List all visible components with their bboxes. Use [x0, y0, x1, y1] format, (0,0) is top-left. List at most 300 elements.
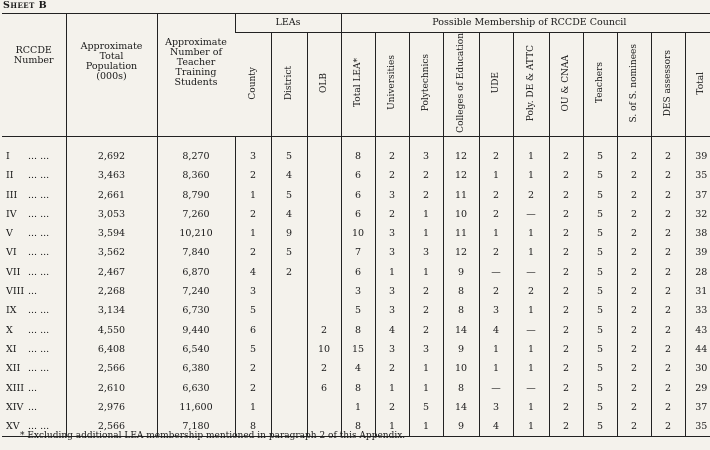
cell-teacher-students: 6,540 [157, 340, 235, 359]
rccde-numeral: X [6, 324, 13, 336]
cell-membership-10: 37 [685, 185, 710, 204]
cell-membership-7: 5 [583, 378, 617, 397]
cell-teacher-students: 6,630 [157, 378, 235, 397]
cell-teacher-students: 6,870 [157, 263, 235, 282]
rccde-dots: ... ... [28, 228, 50, 240]
cell-population: 3,562 [66, 243, 157, 262]
cell-lea-1 [271, 301, 307, 320]
cell-lea-1 [271, 359, 307, 378]
cell-rccde-number [2, 185, 66, 204]
cell-membership-10: 35 [685, 417, 710, 437]
cell-membership-9: 2 [651, 301, 685, 320]
cell-membership-0: 6 [341, 205, 375, 224]
cell-membership-4: 1 [479, 340, 513, 359]
footnote: * Excluding additional LEA membership mentioned in paragraph 2 of this Appendix. [20, 431, 406, 441]
cell-membership-10: 28 [685, 263, 710, 282]
cell-membership-3: 11 [443, 185, 479, 204]
subheader-membership-1 [375, 33, 409, 137]
cell-membership-9: 2 [651, 185, 685, 204]
cell-membership-7: 5 [583, 359, 617, 378]
cell-membership-3: 8 [443, 282, 479, 301]
cell-membership-5: — [513, 263, 549, 282]
cell-membership-0: 10 [341, 224, 375, 243]
table-row [2, 359, 710, 378]
cell-lea-2: 2 [307, 359, 341, 378]
cell-teacher-students: 6,380 [157, 359, 235, 378]
cell-membership-5: 1 [513, 136, 549, 166]
subheader-membership-2 [409, 33, 443, 137]
cell-population: 2,692 [66, 136, 157, 166]
subheader-membership-0 [341, 33, 375, 137]
cell-membership-1: 2 [375, 359, 409, 378]
cell-membership-8: 2 [617, 398, 651, 417]
cell-lea-2: 6 [307, 378, 341, 397]
cell-membership-2: 2 [409, 301, 443, 320]
cell-membership-3: 9 [443, 340, 479, 359]
cell-population: 2,268 [66, 282, 157, 301]
subheader-lea-1-label: District [284, 65, 294, 100]
cell-rccde-number [2, 282, 66, 301]
cell-membership-3: 12 [443, 136, 479, 166]
cell-membership-7: 5 [583, 320, 617, 339]
cell-teacher-students: 7,240 [157, 282, 235, 301]
subheader-lea-0-label: County [247, 66, 258, 100]
table-row [2, 136, 710, 166]
table-row [2, 301, 710, 320]
cell-membership-3: 9 [443, 263, 479, 282]
cell-membership-1: 3 [375, 282, 409, 301]
cell-population: 4,550 [66, 320, 157, 339]
rccde-numeral: VI [6, 247, 17, 259]
cell-lea-1 [271, 398, 307, 417]
cell-membership-0: 8 [341, 136, 375, 166]
cell-population: 3,053 [66, 205, 157, 224]
cell-membership-2: 1 [409, 417, 443, 437]
cell-membership-10: 44 [685, 340, 710, 359]
cell-lea-2 [307, 205, 341, 224]
cell-membership-7: 5 [583, 263, 617, 282]
cell-membership-2: 2 [409, 320, 443, 339]
cell-membership-1: 1 [375, 417, 409, 437]
cell-membership-6: 2 [549, 243, 583, 262]
cell-membership-9: 2 [651, 224, 685, 243]
cell-rccde-number [2, 340, 66, 359]
cell-membership-9: 2 [651, 340, 685, 359]
header-rccde-number: RCCDE Number [2, 14, 66, 137]
cell-population: 3,594 [66, 224, 157, 243]
cell-membership-0: 7 [341, 243, 375, 262]
cell-lea-0: 3 [235, 136, 271, 166]
cell-membership-1: 2 [375, 205, 409, 224]
cell-lea-1: 5 [271, 185, 307, 204]
cell-lea-0: 1 [235, 224, 271, 243]
rccde-numeral: XV [6, 421, 20, 433]
cell-lea-0: 5 [235, 301, 271, 320]
subheader-membership-8-label: S. of S. nominees [629, 43, 640, 123]
rccde-numeral: IX [6, 305, 17, 317]
cell-membership-8: 2 [617, 185, 651, 204]
cell-membership-6: 2 [549, 136, 583, 166]
cell-membership-9: 2 [651, 282, 685, 301]
cell-membership-5: 1 [513, 243, 549, 262]
subheader-membership-5 [513, 33, 549, 137]
cell-membership-8: 2 [617, 166, 651, 185]
header-population: Approximate Total Population (000s) [66, 14, 157, 137]
cell-membership-1: 3 [375, 224, 409, 243]
rccde-dots: ... ... [28, 247, 50, 259]
cell-teacher-students: 9,440 [157, 320, 235, 339]
cell-lea-1 [271, 320, 307, 339]
cell-membership-2: 2 [409, 282, 443, 301]
cell-membership-8: 2 [617, 224, 651, 243]
table-row [2, 166, 710, 185]
cell-membership-7: 5 [583, 340, 617, 359]
cell-membership-10: 39 [685, 136, 710, 166]
cell-membership-5: 1 [513, 301, 549, 320]
cell-membership-9: 2 [651, 359, 685, 378]
table-row [2, 185, 710, 204]
subheader-membership-8 [617, 33, 651, 137]
cell-membership-3: 10 [443, 359, 479, 378]
cell-teacher-students: 8,790 [157, 185, 235, 204]
cell-membership-1: 4 [375, 320, 409, 339]
cell-rccde-number [2, 378, 66, 397]
cell-membership-10: 43 [685, 320, 710, 339]
cell-lea-0: 3 [235, 282, 271, 301]
cell-membership-2: 5 [409, 398, 443, 417]
subheader-membership-4 [479, 33, 513, 137]
cell-lea-1 [271, 378, 307, 397]
cell-membership-9: 2 [651, 378, 685, 397]
cell-teacher-students: 7,180 [157, 417, 235, 437]
cell-membership-6: 2 [549, 340, 583, 359]
cell-population: 2,566 [66, 359, 157, 378]
table-row [2, 205, 710, 224]
table-row [2, 378, 710, 397]
subheader-membership-0-label: Total LEA* [353, 58, 364, 108]
cell-membership-0: 8 [341, 320, 375, 339]
subheader-membership-7 [583, 33, 617, 137]
cell-membership-10: 35 [685, 166, 710, 185]
cell-membership-9: 2 [651, 243, 685, 262]
cell-membership-3: 9 [443, 417, 479, 437]
cell-membership-5: 2 [513, 185, 549, 204]
subheader-membership-10 [685, 33, 710, 137]
rccde-numeral: II [6, 170, 14, 182]
cell-lea-0: 2 [235, 359, 271, 378]
cell-membership-8: 2 [617, 263, 651, 282]
subheader-lea-1 [271, 33, 307, 137]
cell-membership-3: 14 [443, 398, 479, 417]
cell-membership-0: 1 [341, 398, 375, 417]
cell-membership-7: 5 [583, 224, 617, 243]
cell-membership-5: — [513, 378, 549, 397]
rccde-table [2, 13, 710, 437]
cell-membership-10: 33 [685, 301, 710, 320]
subheader-membership-6-label: OU & CNAA [561, 54, 572, 112]
cell-membership-1: 2 [375, 166, 409, 185]
cell-rccde-number [2, 136, 66, 166]
cell-membership-4: 2 [479, 205, 513, 224]
header-teacher-students: Approximate Number of Teacher Training Students [157, 14, 235, 137]
cell-lea-2 [307, 166, 341, 185]
cell-membership-7: 5 [583, 282, 617, 301]
cell-lea-1 [271, 340, 307, 359]
cell-membership-8: 2 [617, 320, 651, 339]
cell-membership-0: 6 [341, 166, 375, 185]
cell-membership-1: 3 [375, 185, 409, 204]
rccde-numeral: V [6, 228, 13, 240]
rccde-numeral: III [6, 189, 18, 201]
cell-membership-1: 1 [375, 263, 409, 282]
cell-membership-5: 1 [513, 359, 549, 378]
cell-membership-2: 3 [409, 243, 443, 262]
cell-membership-6: 2 [549, 320, 583, 339]
cell-rccde-number [2, 359, 66, 378]
sheet-label: Sheet B [3, 0, 48, 11]
cell-membership-4: 2 [479, 243, 513, 262]
cell-membership-7: 5 [583, 301, 617, 320]
cell-rccde-number [2, 166, 66, 185]
cell-teacher-students: 10,210 [157, 224, 235, 243]
cell-teacher-students: 8,270 [157, 136, 235, 166]
cell-membership-1: 1 [375, 378, 409, 397]
cell-membership-7: 5 [583, 185, 617, 204]
cell-membership-7: 5 [583, 243, 617, 262]
cell-membership-1: 3 [375, 340, 409, 359]
subheader-membership-5-label: Poly. DE & ATTC [526, 44, 537, 121]
cell-membership-3: 12 [443, 166, 479, 185]
cell-membership-1: 2 [375, 136, 409, 166]
cell-lea-0: 1 [235, 185, 271, 204]
cell-lea-0: 2 [235, 243, 271, 262]
cell-membership-10: 39 [685, 243, 710, 262]
cell-membership-4: 2 [479, 282, 513, 301]
cell-membership-6: 2 [549, 378, 583, 397]
cell-membership-3: 14 [443, 320, 479, 339]
rccde-dots: ... ... [28, 266, 50, 278]
cell-membership-2: 1 [409, 359, 443, 378]
subheader-membership-9 [651, 33, 685, 137]
cell-population: 2,661 [66, 185, 157, 204]
rccde-dots: ... ... [28, 421, 50, 433]
rccde-dots: ... ... [28, 363, 50, 375]
cell-membership-6: 2 [549, 398, 583, 417]
cell-membership-4: 4 [479, 417, 513, 437]
cell-membership-7: 5 [583, 417, 617, 437]
cell-membership-0: 5 [341, 301, 375, 320]
rccde-dots: ... [28, 382, 38, 394]
cell-membership-0: 3 [341, 282, 375, 301]
cell-membership-6: 2 [549, 301, 583, 320]
subheader-lea-2-label: OLB [319, 72, 329, 93]
cell-membership-10: 32 [685, 205, 710, 224]
subheader-membership-3-label: Colleges of Education [456, 33, 467, 133]
cell-lea-0: 4 [235, 263, 271, 282]
cell-membership-5: 1 [513, 398, 549, 417]
cell-population: 3,134 [66, 301, 157, 320]
table-body [2, 136, 710, 436]
cell-membership-9: 2 [651, 398, 685, 417]
cell-membership-4: 3 [479, 398, 513, 417]
cell-membership-4: 4 [479, 320, 513, 339]
rccde-numeral: XII [6, 363, 21, 375]
cell-lea-2 [307, 282, 341, 301]
cell-membership-4: 1 [479, 359, 513, 378]
cell-membership-9: 2 [651, 417, 685, 437]
table-row [2, 243, 710, 262]
cell-membership-8: 2 [617, 243, 651, 262]
rccde-numeral: IV [6, 208, 17, 220]
rccde-numeral: XIII [6, 382, 25, 394]
cell-teacher-students: 8,360 [157, 166, 235, 185]
cell-membership-9: 2 [651, 263, 685, 282]
rccde-numeral: XI [6, 343, 17, 355]
cell-membership-4: — [479, 378, 513, 397]
cell-lea-2 [307, 398, 341, 417]
table-row [2, 398, 710, 417]
cell-teacher-students: 6,730 [157, 301, 235, 320]
cell-membership-3: 10 [443, 205, 479, 224]
cell-membership-6: 2 [549, 205, 583, 224]
cell-membership-2: 3 [409, 340, 443, 359]
rccde-dots: ... ... [28, 343, 50, 355]
cell-rccde-number [2, 243, 66, 262]
cell-membership-8: 2 [617, 301, 651, 320]
subheader-membership-7-label: Teachers [595, 62, 606, 104]
rccde-dots: ... ... [28, 305, 50, 317]
cell-membership-10: 29 [685, 378, 710, 397]
cell-lea-1: 5 [271, 243, 307, 262]
cell-rccde-number [2, 398, 66, 417]
cell-membership-5: — [513, 320, 549, 339]
header-leas: LEAs [235, 14, 341, 33]
cell-membership-4: 1 [479, 166, 513, 185]
cell-lea-2 [307, 243, 341, 262]
cell-membership-7: 5 [583, 398, 617, 417]
header-possible-membership: Possible Membership of RCCDE Council [341, 14, 710, 33]
cell-lea-2: 10 [307, 340, 341, 359]
cell-lea-1: 4 [271, 166, 307, 185]
cell-membership-8: 2 [617, 340, 651, 359]
cell-membership-7: 5 [583, 166, 617, 185]
cell-membership-9: 2 [651, 320, 685, 339]
cell-membership-4: 3 [479, 301, 513, 320]
subheader-membership-6 [549, 33, 583, 137]
rccde-numeral: I [6, 150, 10, 162]
subheader-membership-3 [443, 33, 479, 137]
cell-membership-4: — [479, 263, 513, 282]
cell-membership-10: 30 [685, 359, 710, 378]
cell-lea-1: 2 [271, 263, 307, 282]
cell-population: 2,610 [66, 378, 157, 397]
table-row [2, 320, 710, 339]
rccde-dots: ... [28, 286, 38, 298]
cell-membership-5: 1 [513, 224, 549, 243]
cell-membership-2: 1 [409, 263, 443, 282]
cell-membership-8: 2 [617, 359, 651, 378]
cell-membership-2: 3 [409, 136, 443, 166]
cell-membership-8: 2 [617, 378, 651, 397]
cell-rccde-number [2, 205, 66, 224]
cell-population: 3,463 [66, 166, 157, 185]
cell-lea-2: 2 [307, 320, 341, 339]
cell-teacher-students: 7,260 [157, 205, 235, 224]
cell-rccde-number [2, 301, 66, 320]
cell-membership-4: 2 [479, 136, 513, 166]
cell-rccde-number [2, 263, 66, 282]
cell-membership-3: 8 [443, 378, 479, 397]
cell-lea-2 [307, 185, 341, 204]
cell-membership-7: 5 [583, 205, 617, 224]
cell-membership-1: 3 [375, 301, 409, 320]
rccde-dots: ... ... [28, 150, 50, 162]
cell-population: 2,467 [66, 263, 157, 282]
table-row [2, 282, 710, 301]
cell-lea-2 [307, 301, 341, 320]
cell-lea-1: 5 [271, 136, 307, 166]
cell-membership-0: 8 [341, 417, 375, 437]
cell-rccde-number [2, 224, 66, 243]
subheader-lea-0 [235, 33, 271, 137]
cell-lea-0: 5 [235, 340, 271, 359]
cell-membership-7: 5 [583, 136, 617, 166]
cell-lea-1 [271, 282, 307, 301]
cell-membership-3: 12 [443, 243, 479, 262]
cell-lea-0: 2 [235, 378, 271, 397]
cell-membership-5: 2 [513, 282, 549, 301]
cell-lea-2 [307, 136, 341, 166]
table-row [2, 340, 710, 359]
cell-lea-0: 2 [235, 166, 271, 185]
cell-population: 6,408 [66, 340, 157, 359]
cell-membership-10: 37 [685, 398, 710, 417]
cell-membership-0: 4 [341, 359, 375, 378]
cell-rccde-number [2, 320, 66, 339]
cell-membership-5: 1 [513, 166, 549, 185]
rccde-dots: ... ... [28, 170, 50, 182]
cell-membership-6: 2 [549, 224, 583, 243]
subheader-membership-4-label: UDE [491, 72, 502, 94]
rccde-numeral: VII [6, 266, 21, 278]
cell-membership-2: 1 [409, 224, 443, 243]
cell-membership-2: 1 [409, 205, 443, 224]
cell-membership-2: 1 [409, 378, 443, 397]
rccde-dots: ... ... [28, 324, 50, 336]
cell-membership-8: 2 [617, 282, 651, 301]
subheader-membership-9-label: DES assessors [663, 49, 674, 117]
cell-lea-0: 2 [235, 205, 271, 224]
rccde-dots: ... ... [28, 208, 50, 220]
cell-membership-0: 15 [341, 340, 375, 359]
cell-membership-6: 2 [549, 263, 583, 282]
table-row [2, 263, 710, 282]
cell-membership-6: 2 [549, 359, 583, 378]
cell-membership-1: 2 [375, 398, 409, 417]
cell-membership-8: 2 [617, 205, 651, 224]
cell-lea-0: 6 [235, 320, 271, 339]
cell-lea-1: 9 [271, 224, 307, 243]
cell-membership-6: 2 [549, 185, 583, 204]
rccde-numeral: XIV [6, 401, 24, 413]
cell-membership-1: 3 [375, 243, 409, 262]
cell-teacher-students: 11,600 [157, 398, 235, 417]
cell-membership-2: 2 [409, 185, 443, 204]
cell-membership-10: 31 [685, 282, 710, 301]
cell-teacher-students: 7,840 [157, 243, 235, 262]
table-row [2, 224, 710, 243]
cell-membership-3: 11 [443, 224, 479, 243]
